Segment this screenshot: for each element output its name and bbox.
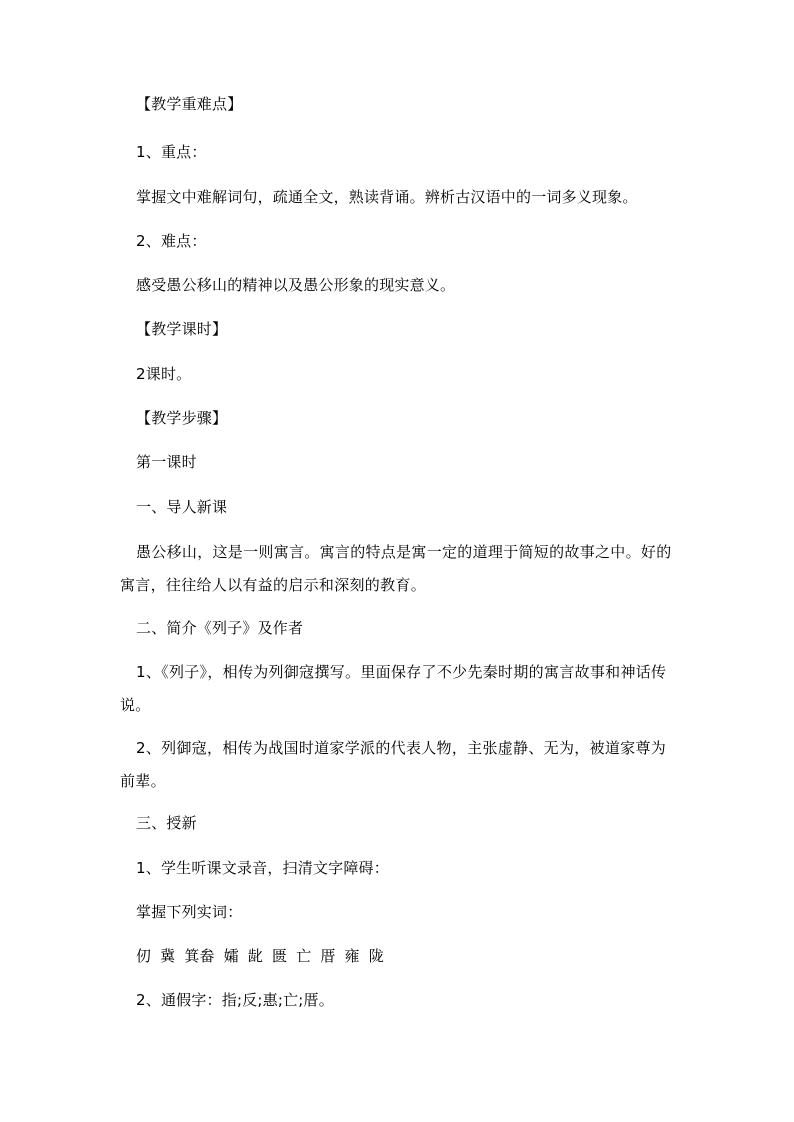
section-two-item-one: 1、《列子》，相传为列御寇撰写。里面保存了不少先秦时期的寓言故事和神话传说。 — [120, 663, 667, 714]
section-three-item-two: 2、通假字：指;反;惠;亡;厝。 — [136, 991, 334, 1009]
section-three-title: 三、授新 — [136, 814, 197, 832]
difficulty-text: 感受愚公移山的精神以及愚公形象的现实意义。 — [136, 276, 456, 294]
section-two-item-two: 2、列御寇，相传为战国时道家学派的代表人物，主张虚静、无为，被道家尊为前辈。 — [120, 739, 667, 790]
heading-teaching-steps: 【教学步骤】 — [136, 409, 228, 427]
section-one-paragraph: 愚公移山，这是一则寓言。寓言的特点是寓一定的道理于简短的故事之中。好的寓言，往往给人以有益的启示和深刻的教育。 — [120, 543, 672, 594]
teaching-hours-text: 2课时。 — [136, 365, 192, 383]
heading-teaching-hours: 【教学课时】 — [136, 320, 228, 338]
vocabulary-label: 掌握下列实词： — [136, 903, 243, 921]
lesson-one-title: 第一课时 — [136, 453, 197, 471]
section-three-item-one: 1、学生听课文录音，扫清文字障碍： — [136, 859, 389, 877]
section-one-title: 一、导人新课 — [136, 498, 228, 516]
key-point-text: 掌握文中难解词句，疏通全文，熟读背诵。辨析古汉语中的一词多义现象。 — [136, 188, 638, 206]
heading-key-points: 【教学重难点】 — [136, 95, 243, 113]
difficulty-label: 2、难点： — [136, 232, 207, 250]
vocabulary-characters: 仞 冀 箕畚 孀 龀 匮 亡 厝 雍 陇 — [136, 947, 384, 965]
section-two-title: 二、简介《列子》及作者 — [136, 619, 304, 637]
key-point-label: 1、重点： — [136, 143, 207, 161]
